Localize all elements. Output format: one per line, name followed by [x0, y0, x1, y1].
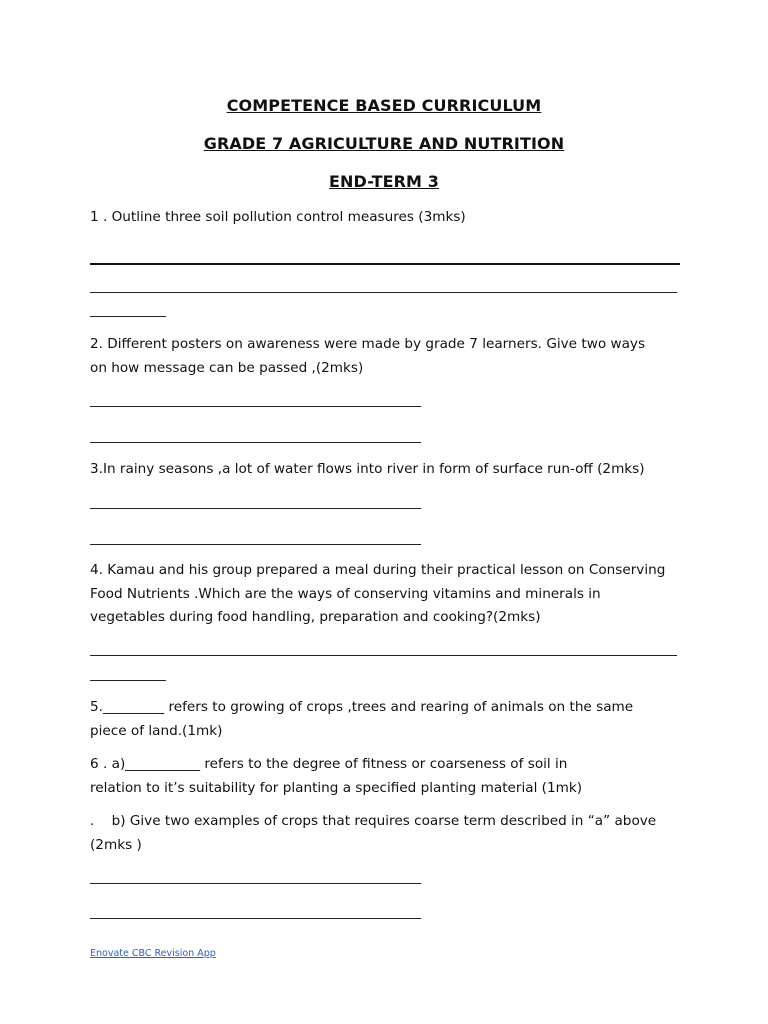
question-1 [90, 206, 690, 230]
answer-line [90, 292, 677, 293]
question-5-line: piece of land.(1mk) [90, 722, 223, 739]
subject-title: GRADE 7 AGRICULTURE AND NUTRITION [203, 134, 565, 153]
question-1-text: 1 . Outline three soil pollution control measures (3mks) [90, 209, 466, 225]
question-4-line: Food Nutrients .Which are the ways of conserving vitamins and minerals in [90, 585, 601, 602]
question-2-line: on how message can be passed ,(2mks) [90, 359, 364, 376]
question-6b [90, 810, 690, 857]
question-3 [90, 458, 690, 482]
question-5-line: 5._________ refers to growing of crops ,trees and rearing of animals on the same [90, 699, 634, 715]
question-6b-line: (2mks ) [90, 836, 142, 853]
question-5 [90, 696, 690, 743]
answer-line [90, 508, 421, 509]
answer-line [90, 406, 421, 407]
answer-line [90, 918, 421, 919]
revision-app-link[interactable]: Enovate CBC Revision App [90, 948, 216, 959]
question-2-line: 2. Different posters on awareness were made by grade 7 learners. Give two ways [90, 336, 646, 352]
question-6a-line: relation to it’s suitability for planting a specified planting material (1mk) [90, 779, 583, 796]
answer-line [90, 316, 166, 317]
answer-line [90, 263, 680, 265]
question-6b-line: . b) Give two examples of crops that requires coarse term described in “a” above [90, 813, 657, 829]
question-6a [90, 753, 690, 800]
question-2 [90, 333, 690, 380]
question-3-text: 3.In rainy seasons ,a lot of water flows into river in form of surface run-off (2mks) [90, 461, 645, 477]
question-6a-line: 6 . a)___________ refers to the degree of fitness or coarseness of soil in [90, 756, 568, 772]
answer-line [90, 655, 677, 656]
question-4-line: vegetables during food handling, preparation and cooking?(2mks) [90, 609, 541, 625]
curriculum-title: COMPETENCE BASED CURRICULUM [226, 96, 542, 115]
question-4 [90, 559, 690, 630]
answer-line [90, 680, 166, 681]
answer-line [90, 544, 421, 545]
answer-line [90, 442, 421, 443]
exam-title: END-TERM 3 [329, 172, 439, 191]
question-4-line: 4. Kamau and his group prepared a meal during their practical lesson on Conserving [90, 562, 666, 578]
answer-line [90, 883, 421, 884]
